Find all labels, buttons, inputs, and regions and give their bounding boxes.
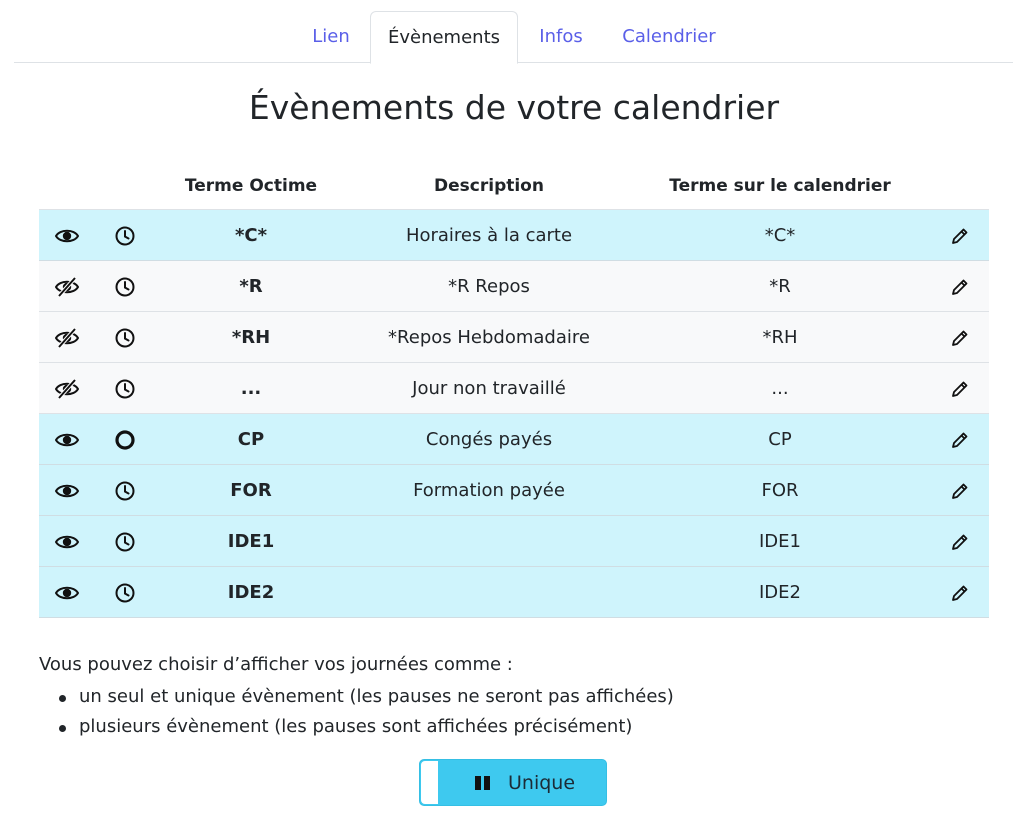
timing-toggle[interactable]: [109, 210, 141, 261]
display-intro-text: Vous pouvez choisir d’afficher vos journées comme :: [39, 654, 513, 675]
description-cell: *Repos Hebdomadaire: [388, 327, 590, 348]
visibility-toggle[interactable]: [51, 261, 83, 312]
visibility-toggle[interactable]: [51, 567, 83, 618]
pencil-icon: [951, 431, 969, 449]
header-terme-octime: Terme Octime: [184, 176, 318, 196]
clock-icon: [115, 583, 135, 603]
timing-toggle[interactable]: [109, 465, 141, 516]
eye-slash-icon: [55, 328, 79, 348]
terme-octime-cell: ...: [240, 378, 262, 399]
terme-calendrier-cell: *C*: [764, 225, 796, 246]
tab-infos[interactable]: Infos: [539, 26, 583, 47]
terme-octime-cell: *C*: [234, 225, 268, 246]
clock-icon: [115, 532, 135, 552]
visibility-toggle[interactable]: [51, 210, 83, 261]
visibility-toggle[interactable]: [51, 363, 83, 414]
list-item: plusieurs évènement (les pauses sont affichées précisément): [59, 712, 674, 742]
eye-icon: [55, 431, 79, 449]
terme-calendrier-cell: FOR: [761, 480, 799, 501]
description-cell: [379, 516, 599, 567]
table-row: [39, 465, 989, 516]
pause-icon: [475, 776, 491, 790]
header-terme-calendrier: Terme sur le calendrier: [669, 176, 891, 196]
description-cell: Horaires à la carte: [405, 225, 573, 246]
pencil-icon: [951, 482, 969, 500]
terme-octime-cell: *RH: [231, 327, 271, 348]
timing-toggle[interactable]: [109, 516, 141, 567]
edit-button[interactable]: [945, 414, 975, 465]
clock-icon: [115, 481, 135, 501]
terme-octime-cell: FOR: [230, 480, 272, 501]
header-description: Description: [434, 176, 544, 196]
description-cell: Formation payée: [413, 480, 565, 501]
table-row: [39, 363, 989, 414]
pencil-icon: [951, 533, 969, 551]
terme-calendrier-cell: *R: [769, 276, 791, 297]
edit-button[interactable]: [945, 363, 975, 414]
edit-button[interactable]: [945, 210, 975, 261]
table-body: [39, 210, 989, 618]
eye-icon: [55, 584, 79, 602]
pencil-icon: [951, 278, 969, 296]
clock-icon: [115, 328, 135, 348]
pencil-icon: [951, 380, 969, 398]
timing-toggle[interactable]: [109, 567, 141, 618]
table-row: [39, 516, 989, 567]
table-row: [39, 567, 989, 618]
visibility-toggle[interactable]: [51, 516, 83, 567]
terme-octime-cell: IDE2: [227, 582, 275, 603]
clock-icon: [115, 277, 135, 297]
tab-lien[interactable]: Lien: [312, 26, 350, 47]
eye-icon: [55, 533, 79, 551]
description-cell: Congés payés: [425, 429, 553, 450]
circle-icon: [115, 430, 135, 450]
timing-toggle[interactable]: [109, 363, 141, 414]
terme-calendrier-cell: *RH: [762, 327, 798, 348]
terme-octime-cell: CP: [237, 429, 265, 450]
unique-toggle-button[interactable]: [419, 759, 607, 806]
edit-button[interactable]: [945, 312, 975, 363]
visibility-toggle[interactable]: [51, 312, 83, 363]
timing-toggle[interactable]: [109, 261, 141, 312]
list-item: un seul et unique évènement (les pauses ne seront pas affichées): [59, 682, 674, 712]
pencil-icon: [951, 329, 969, 347]
table-header: [39, 160, 989, 210]
toggle-knob: [421, 761, 438, 804]
pencil-icon: [951, 227, 969, 245]
terme-calendrier-cell: IDE2: [759, 582, 801, 603]
description-cell: *R Repos: [448, 276, 530, 297]
toggle-label: Unique: [508, 772, 576, 794]
table-row: [39, 312, 989, 363]
eye-icon: [55, 227, 79, 245]
nav-tabs: [14, 11, 1013, 63]
pencil-icon: [951, 584, 969, 602]
terme-octime-cell: *R: [239, 276, 263, 297]
clock-icon: [115, 379, 135, 399]
terme-octime-cell: IDE1: [227, 531, 275, 552]
description-cell: Jour non travaillé: [412, 378, 566, 399]
terme-calendrier-cell: IDE1: [759, 531, 801, 552]
clock-icon: [115, 226, 135, 246]
table-row: [39, 414, 989, 465]
eye-slash-icon: [55, 379, 79, 399]
terme-calendrier-cell: CP: [768, 429, 792, 450]
edit-button[interactable]: [945, 567, 975, 618]
events-table: [39, 160, 989, 618]
tab-evenements[interactable]: Évènements: [370, 11, 518, 64]
eye-slash-icon: [55, 277, 79, 297]
eye-icon: [55, 482, 79, 500]
terme-calendrier-cell: ...: [771, 378, 789, 399]
visibility-toggle[interactable]: [51, 414, 83, 465]
table-row: [39, 261, 989, 312]
display-options-list: [59, 682, 674, 742]
visibility-toggle[interactable]: [51, 465, 83, 516]
timing-toggle[interactable]: [109, 414, 141, 465]
edit-button[interactable]: [945, 465, 975, 516]
table-row: [39, 210, 989, 261]
edit-button[interactable]: [945, 516, 975, 567]
edit-button[interactable]: [945, 261, 975, 312]
tab-calendrier[interactable]: Calendrier: [622, 26, 716, 47]
page-title: Évènements de votre calendrier: [248, 88, 780, 127]
timing-toggle[interactable]: [109, 312, 141, 363]
description-cell: [379, 567, 599, 618]
